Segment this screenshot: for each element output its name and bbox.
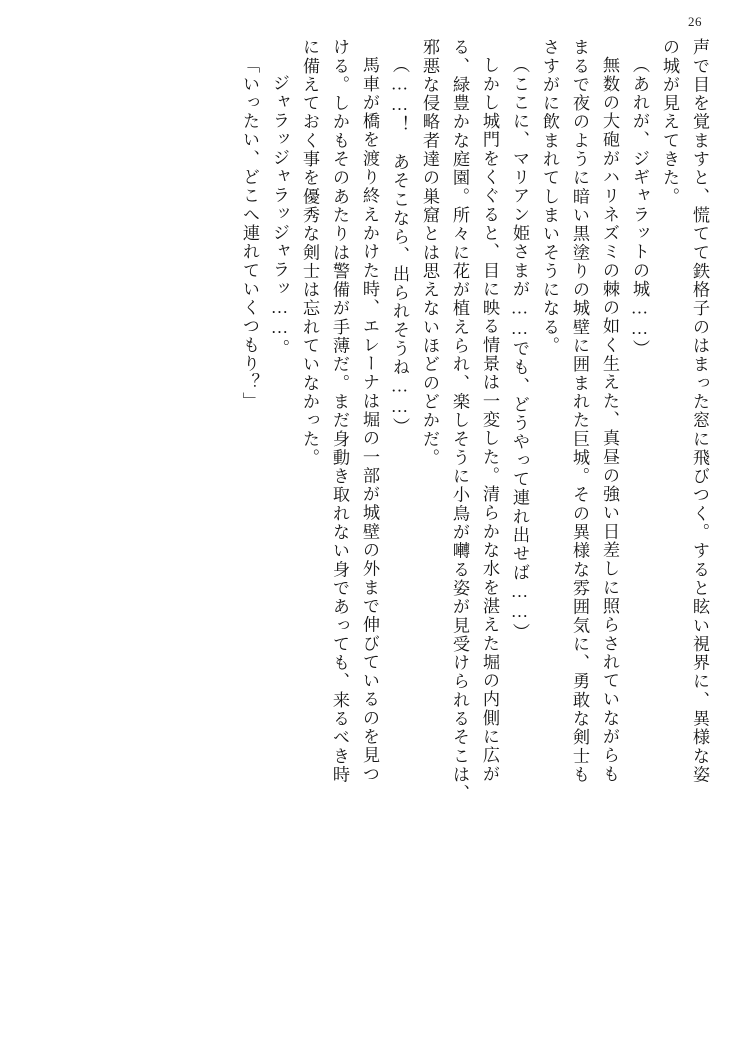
text-line: まるで夜のように暗い黒塗りの城壁に囲まれた巨城。その異様な雰囲気に、勇敢な剣士も xyxy=(570,38,589,784)
text-line: る、緑豊かな庭園。所々に花が植えられ、楽しそうに小鳥が囀る姿が見受けられるそこは、 xyxy=(450,38,469,803)
text-line: （ここに、マリアン姫さまが……でも、どうやって連れ出せば……） xyxy=(510,56,529,642)
text-line: （……！ あそこなら、出られそうね……） xyxy=(390,56,409,437)
text-line: （あれが、ジギャラットの城……） xyxy=(630,56,649,358)
text-line: 声で目を覚ますと、慌てて鉄格子のはまった窓に飛びつく。すると眩い視界に、異様な姿 xyxy=(690,38,709,784)
text-line: 「いったい、どこへ連れていくつもり？」 xyxy=(240,56,259,411)
text-line: ける。しかもそのあたりは警備が手薄だ。まだ身動き取れない身であっても、来るべき時 xyxy=(330,38,349,784)
text-line: に備えておく事を優秀な剣士は忘れていなかった。 xyxy=(300,38,319,467)
body-text xyxy=(28,38,708,1010)
text-line: さすがに飲まれてしまいそうになる。 xyxy=(540,38,559,356)
text-line: 邪悪な侵略者達の巣窟とは思えないほどのどかだ。 xyxy=(420,38,439,467)
page-number: 26 xyxy=(688,14,702,29)
text-line: 無数の大砲がハリネズミの棘の如く生えた、真昼の強い日差しに照らされていながらも xyxy=(600,56,619,784)
text-line: しかし城門をくぐると、目に映る情景は一変した。清らかな水を湛えた堀の内側に広が xyxy=(480,56,499,784)
text-line: ジャラッジャラッジャラッ……。 xyxy=(270,74,289,358)
text-line: の城が見えてきた。 xyxy=(660,38,679,206)
text-line: 馬車が橋を渡り終えかけた時、エレーナは堀の一部が城壁の外まで伸びているのを見つ xyxy=(360,56,379,784)
